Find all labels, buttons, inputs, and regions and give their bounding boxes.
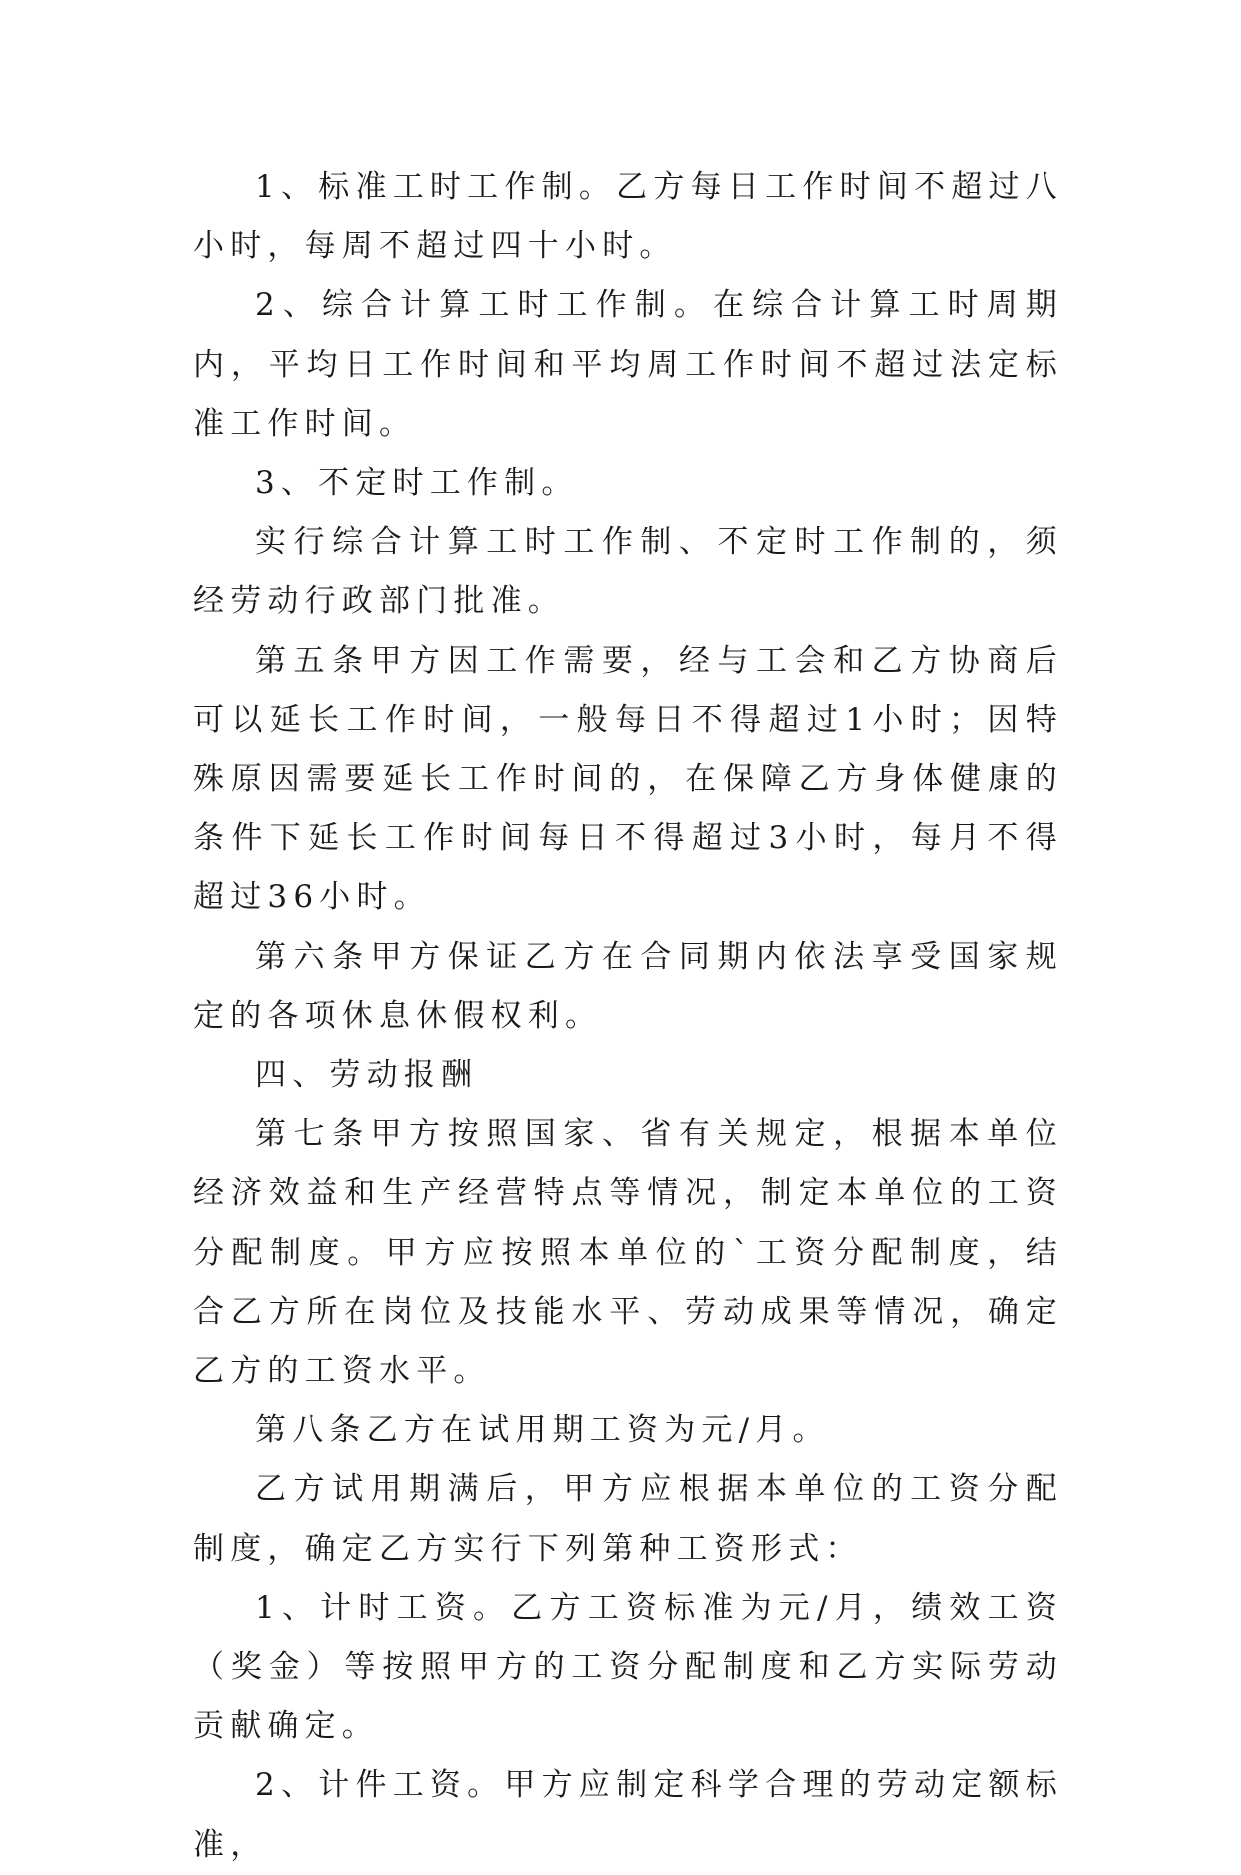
paragraph-standard-hours: 1、标准工时工作制。乙方每日工作时间不超过八小时，每周不超过四十小时。 — [193, 169, 1063, 265]
paragraph-time-wage: 1、计时工资。乙方工资标准为元/月，绩效工资（奖金）等按照甲方的工资分配制度和乙方实际劳动贡献确定。 — [193, 1589, 1063, 1745]
paragraph-comprehensive-hours: 2、综合计算工时工作制。在综合计算工时周期内，平均日工作时间和平均周工作时间不超过法定标准工作时间。 — [193, 287, 1063, 442]
document-body — [193, 158, 1063, 1875]
paragraph-article-6: 第六条甲方保证乙方在合同期内依法享受国家规定的各项休息休假权利。 — [193, 938, 1063, 1034]
paragraph-article-8: 第八条乙方在试用期工资为元/月。 — [255, 1412, 830, 1449]
paragraph-article-5: 第五条甲方因工作需要，经与工会和乙方协商后可以延长工作时间，一般每日不得超过1小时；因特殊原因需要延长工作时间的，在保障乙方身体健康的条件下延长工作时间每日不得超过3小时，每月不得超过36小时。 — [193, 642, 1063, 916]
paragraph-piece-wage: 2、计件工资。甲方应制定科学合理的劳动定额标准， — [193, 1767, 1063, 1863]
paragraph-wage-form: 乙方试用期满后，甲方应根据本单位的工资分配制度，确定乙方实行下列第种工资形式： — [193, 1471, 1063, 1567]
section-heading-remuneration: 四、劳动报酬 — [255, 1057, 479, 1094]
paragraph-article-7: 第七条甲方按照国家、省有关规定，根据本单位经济效益和生产经营特点等情况，制定本单位的工资分配制度。甲方应按照本单位的`工资分配制度，结合乙方所在岗位及技能水平、劳动成果等情况，确定乙方的工资水平。 — [193, 1116, 1063, 1390]
paragraph-approval: 实行综合计算工时工作制、不定时工作制的，须经劳动行政部门批准。 — [193, 524, 1063, 620]
paragraph-flexible-hours: 3、不定时工作制。 — [255, 465, 579, 502]
